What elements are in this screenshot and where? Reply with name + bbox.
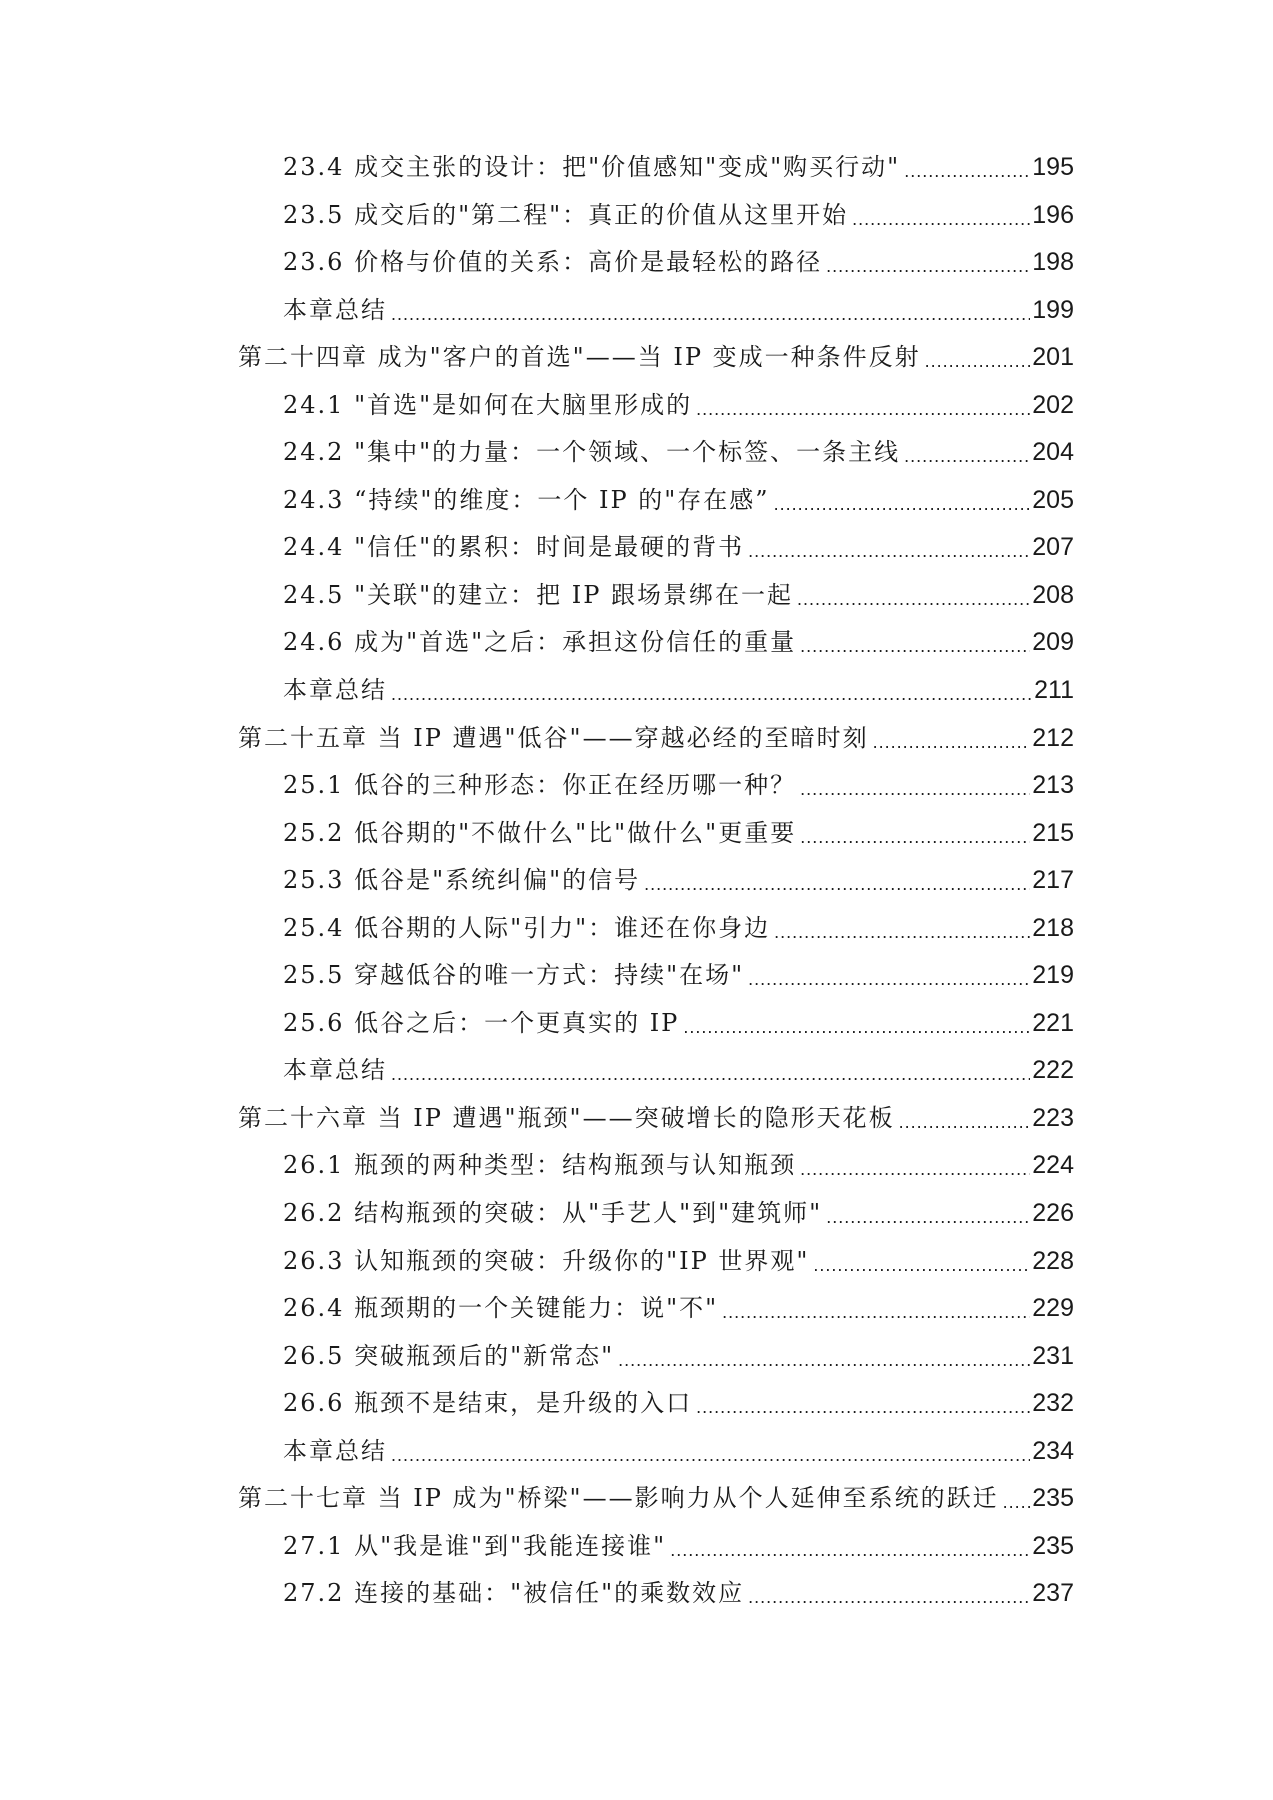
toc-page-number: 221 xyxy=(1032,1008,1074,1037)
toc-entry-title: 本章总结 xyxy=(283,675,391,705)
toc-entry-title: 第二十六章 当 IP 遭遇"瓶颈"——突破增长的隐形天花板 xyxy=(238,1103,899,1133)
toc-page-number: 212 xyxy=(1032,723,1074,752)
toc-page-number: 208 xyxy=(1032,580,1074,609)
toc-page-number: 204 xyxy=(1032,438,1074,467)
toc-section-entry[interactable] xyxy=(0,1150,1273,1198)
toc-entry-title: 25.1 低谷的三种形态：你正在经历哪一种？ xyxy=(283,770,800,800)
toc-page-number: 228 xyxy=(1032,1246,1074,1275)
toc-page-number: 226 xyxy=(1032,1199,1074,1228)
dot-leader xyxy=(800,818,1030,848)
toc-entry-title: 本章总结 xyxy=(283,1436,391,1466)
toc-page-number: 234 xyxy=(1032,1436,1074,1465)
toc-section-entry[interactable] xyxy=(0,1293,1273,1341)
toc-page-number: 209 xyxy=(1032,628,1074,657)
toc-section-entry[interactable] xyxy=(0,1198,1273,1246)
dot-leader xyxy=(696,1388,1030,1418)
toc-entry-title: 26.3 认知瓶颈的突破：升级你的"IP 世界观" xyxy=(283,1246,813,1276)
toc-page-number: 237 xyxy=(1032,1579,1074,1608)
dot-leader xyxy=(826,1198,1030,1228)
dot-leader xyxy=(391,675,1032,705)
toc-section-entry[interactable] xyxy=(0,627,1273,675)
toc-page-number: 224 xyxy=(1032,1151,1074,1180)
toc-page-number: 222 xyxy=(1032,1056,1074,1085)
toc-page-number: 202 xyxy=(1032,390,1074,419)
dot-leader xyxy=(748,532,1030,562)
toc-section-entry[interactable] xyxy=(0,532,1273,580)
toc-page-number: 207 xyxy=(1032,533,1074,562)
toc-section-entry[interactable] xyxy=(0,1341,1273,1389)
toc-entry-title: 24.2 "集中"的力量：一个领域、一个标签、一条主线 xyxy=(283,437,904,467)
toc-entry-title: 24.1 "首选"是如何在大脑里形成的 xyxy=(283,390,696,420)
dot-leader xyxy=(899,1103,1031,1133)
dot-leader xyxy=(748,960,1030,990)
toc-section-entry[interactable] xyxy=(0,913,1273,961)
dot-leader xyxy=(391,1436,1030,1466)
dot-leader xyxy=(1003,1483,1031,1513)
dot-leader xyxy=(800,1150,1030,1180)
dot-leader xyxy=(873,723,1031,753)
toc-page-number: 213 xyxy=(1032,771,1074,800)
dot-leader xyxy=(774,913,1030,943)
dot-leader xyxy=(797,580,1030,610)
toc-chapter-entry[interactable] xyxy=(0,342,1273,390)
toc-entry-title: 第二十七章 当 IP 成为"桥梁"——影响力从个人延伸至系统的跃迁 xyxy=(238,1483,1003,1513)
toc-entry-title: 25.4 低谷期的人际"引力"：谁还在你身边 xyxy=(283,913,774,943)
toc-chapter-entry[interactable] xyxy=(0,1103,1273,1151)
toc-entry-title: 25.3 低谷是"系统纠偏"的信号 xyxy=(283,865,644,895)
toc-section-entry[interactable] xyxy=(0,437,1273,485)
toc-page-number: 211 xyxy=(1034,676,1074,705)
dot-leader xyxy=(904,152,1030,182)
toc-entry-title: 24.6 成为"首选"之后：承担这份信任的重量 xyxy=(283,627,800,657)
toc-section-entry[interactable] xyxy=(0,1531,1273,1579)
toc-page-number: 196 xyxy=(1032,200,1074,229)
toc-entry-title: 26.1 瓶颈的两种类型：结构瓶颈与认知瓶颈 xyxy=(283,1150,800,1180)
dot-leader xyxy=(800,627,1030,657)
toc-page-number: 231 xyxy=(1032,1341,1074,1370)
toc-entry-title: 26.2 结构瓶颈的突破：从"手艺人"到"建筑师" xyxy=(283,1198,826,1228)
toc-section-entry[interactable] xyxy=(0,818,1273,866)
toc-page-number: 219 xyxy=(1032,961,1074,990)
toc-section-entry[interactable] xyxy=(0,1055,1273,1103)
dot-leader xyxy=(644,865,1030,895)
dot-leader xyxy=(748,1578,1030,1608)
dot-leader xyxy=(670,1531,1030,1561)
toc-chapter-entry[interactable] xyxy=(0,1483,1273,1531)
toc-entry-title: 24.5 "关联"的建立：把 IP 跟场景绑在一起 xyxy=(283,580,797,610)
toc-entry-title: 27.1 从"我是谁"到"我能连接谁" xyxy=(283,1531,670,1561)
toc-section-entry[interactable] xyxy=(0,580,1273,628)
toc-entry-title: 本章总结 xyxy=(283,1055,391,1085)
toc-entry-title: 23.4 成交主张的设计：把"价值感知"变成"购买行动" xyxy=(283,152,904,182)
toc-section-entry[interactable] xyxy=(0,200,1273,248)
dot-leader xyxy=(391,295,1030,325)
toc-entry-title: 25.5 穿越低谷的唯一方式：持续"在场" xyxy=(283,960,748,990)
toc-section-entry[interactable] xyxy=(0,1388,1273,1436)
dot-leader xyxy=(826,247,1030,277)
dot-leader xyxy=(800,770,1030,800)
toc-page-number: 217 xyxy=(1032,866,1074,895)
toc-entry-title: 第二十五章 当 IP 遭遇"低谷"——穿越必经的至暗时刻 xyxy=(238,723,873,753)
dot-leader xyxy=(852,200,1030,230)
toc-entry-title: 23.6 价格与价值的关系：高价是最轻松的路径 xyxy=(283,247,826,277)
toc-entry-title: 26.6 瓶颈不是结束，是升级的入口 xyxy=(283,1388,696,1418)
toc-page-number: 215 xyxy=(1032,818,1074,847)
toc-page-number: 232 xyxy=(1032,1389,1074,1418)
toc-page-number: 199 xyxy=(1032,295,1074,324)
toc-page-number: 235 xyxy=(1032,1531,1074,1560)
toc-entry-title: 23.5 成交后的"第二程"：真正的价值从这里开始 xyxy=(283,200,852,230)
toc-section-entry[interactable] xyxy=(0,865,1273,913)
toc-section-entry[interactable] xyxy=(0,152,1273,200)
toc-entry-title: 本章总结 xyxy=(283,295,391,325)
toc-section-entry[interactable] xyxy=(0,390,1273,438)
toc-entry-title: 26.4 瓶颈期的一个关键能力：说"不" xyxy=(283,1293,722,1323)
toc-entry-title: 24.3 “持续"的维度：一个 IP 的"存在感” xyxy=(283,485,774,515)
dot-leader xyxy=(391,1055,1030,1085)
toc-page-number: 223 xyxy=(1032,1103,1074,1132)
dot-leader xyxy=(774,485,1031,515)
dot-leader xyxy=(683,1008,1030,1038)
toc-section-entry[interactable] xyxy=(0,1246,1273,1294)
toc-chapter-entry[interactable] xyxy=(0,723,1273,771)
toc-section-entry[interactable] xyxy=(0,1436,1273,1484)
toc-entry-title: 27.2 连接的基础："被信任"的乘数效应 xyxy=(283,1578,748,1608)
toc-section-entry[interactable] xyxy=(0,675,1273,723)
toc-section-entry[interactable] xyxy=(0,485,1273,533)
dot-leader xyxy=(618,1341,1030,1371)
table-of-contents xyxy=(0,152,1273,1626)
toc-entry-title: 25.2 低谷期的"不做什么"比"做什么"更重要 xyxy=(283,818,800,848)
toc-page-number: 205 xyxy=(1032,485,1074,514)
toc-page-number: 218 xyxy=(1032,913,1074,942)
dot-leader xyxy=(813,1246,1030,1276)
toc-page-number: 201 xyxy=(1032,343,1074,372)
toc-entry-title: 26.5 突破瓶颈后的"新常态" xyxy=(283,1341,618,1371)
toc-section-entry[interactable] xyxy=(0,247,1273,295)
toc-page-number: 229 xyxy=(1032,1294,1074,1323)
toc-entry-title: 第二十四章 成为"客户的首选"——当 IP 变成一种条件反射 xyxy=(238,342,925,372)
toc-section-entry[interactable] xyxy=(0,295,1273,343)
toc-section-entry[interactable] xyxy=(0,1578,1273,1626)
dot-leader xyxy=(925,342,1031,372)
toc-section-entry[interactable] xyxy=(0,770,1273,818)
dot-leader xyxy=(696,390,1030,420)
toc-page-number: 235 xyxy=(1032,1484,1074,1513)
toc-entry-title: 24.4 "信任"的累积：时间是最硬的背书 xyxy=(283,532,748,562)
toc-entry-title: 25.6 低谷之后：一个更真实的 IP xyxy=(283,1008,683,1038)
dot-leader xyxy=(904,437,1030,467)
dot-leader xyxy=(722,1293,1030,1323)
toc-page-number: 198 xyxy=(1032,248,1074,277)
toc-section-entry[interactable] xyxy=(0,960,1273,1008)
toc-page-number: 195 xyxy=(1032,153,1074,181)
toc-section-entry[interactable] xyxy=(0,1008,1273,1056)
